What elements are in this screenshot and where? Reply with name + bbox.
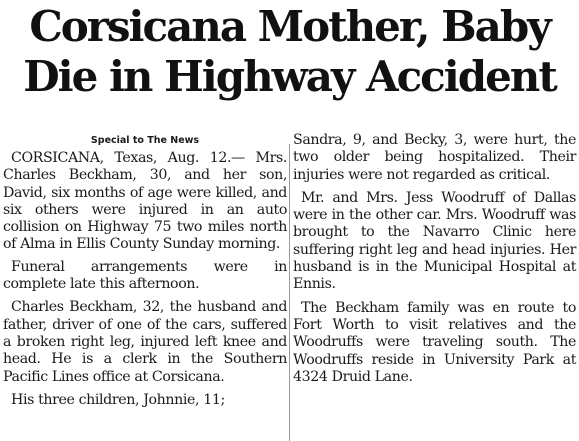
paragraph-children: His three children, Johnnie, 11; bbox=[11, 391, 225, 408]
byline-credit: Special to The News bbox=[90, 135, 200, 146]
headline-line-1: Corsicana Mother, Baby bbox=[29, 2, 550, 51]
article-column-left bbox=[3, 134, 287, 409]
paragraph-route: The Beckham family was en route to Fort Worth to visit relatives and the Woodruffs were traveling south. The Woodruffs reside in University Park at 4324 Druid Lane. bbox=[293, 299, 576, 385]
column-divider bbox=[289, 144, 290, 441]
paragraph-children-continued: Sandra, 9, and Becky, 3, were hurt, the two older being hospitalized. Their injuries were not regarded as critical. bbox=[293, 132, 576, 183]
article-column-right bbox=[293, 132, 576, 386]
headline bbox=[0, 2, 579, 102]
paragraph-dateline: CORSICANA, Texas, Aug. 12.— Mrs. Charles Beckham, 30, and her son, David, six months of age were killed, and six others were injured in an auto collision on Highway 75 two miles north of Alma in Ellis County Sunday morning. bbox=[3, 150, 287, 253]
headline-line-2: Die in Highway Accident bbox=[23, 52, 556, 101]
paragraph-funeral: Funeral arrangements were in complete late this afternoon. bbox=[3, 258, 287, 293]
paragraph-driver: Charles Beckham, 32, the husband and father, driver of one of the cars, suffered a broken right leg, injured left knee and head. He is a clerk in the Southern Pacific Lines office at Corsicana. bbox=[3, 299, 287, 385]
paragraph-other-car: Mr. and Mrs. Jess Woodruff of Dallas were in the other car. Mrs. Woodruff was brought to the Navarro Clinic here suffering right leg and head injuries. Her husband is in the Municipal Hospital at Ennis. bbox=[293, 189, 576, 293]
